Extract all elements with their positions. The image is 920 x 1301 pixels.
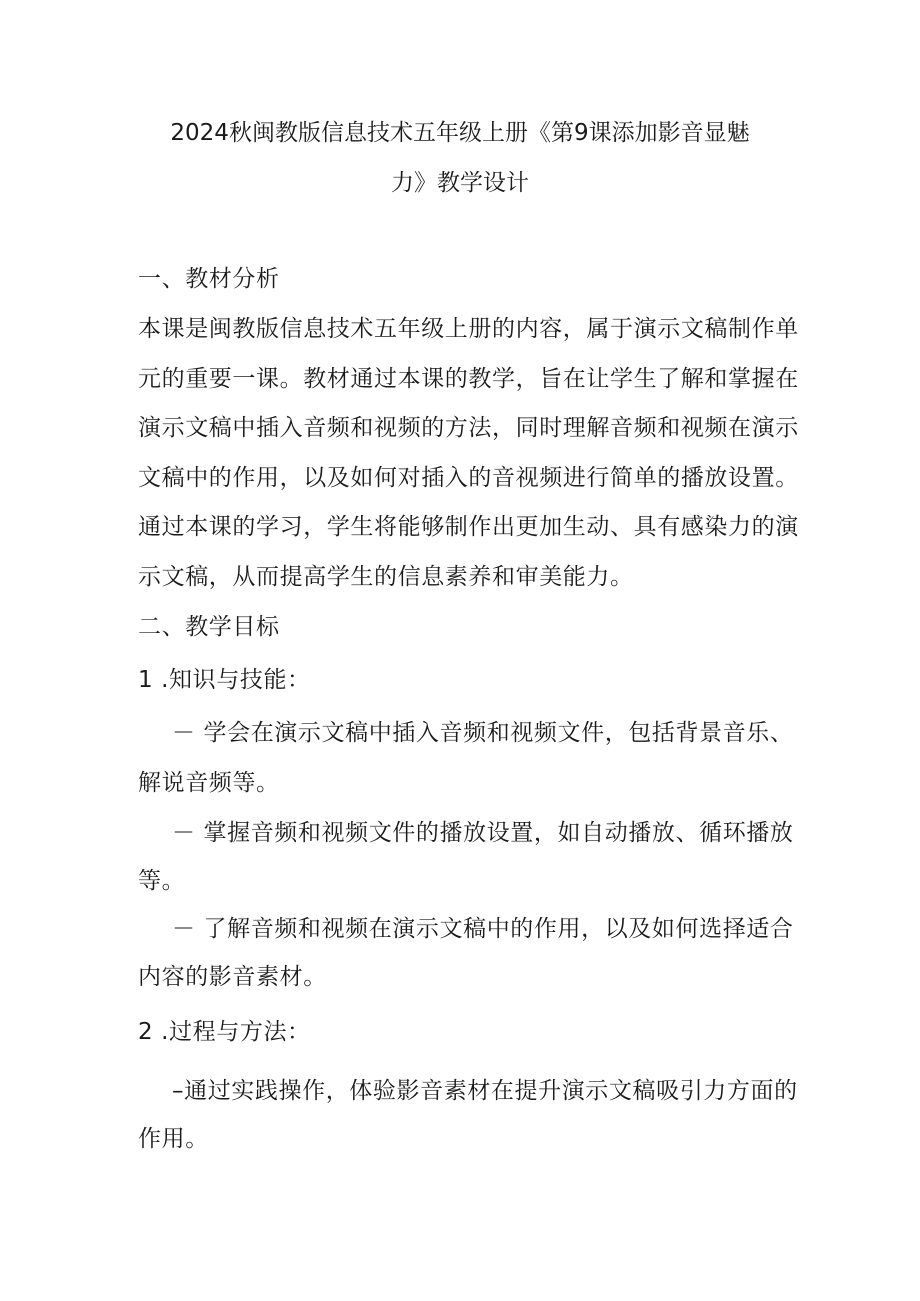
paragraph-line: 本课是闽教版信息技术五年级上册的内容，属于演示文稿制作单 [138, 316, 799, 342]
goal-item-line: –通过实践操作，体验影音素材在提升演示文稿吸引力方面的 [172, 1078, 798, 1104]
goal-item-line: 作用。 [138, 1126, 209, 1152]
paragraph-line: 文稿中的作用，以及如何对插入的音视频进行简单的播放设置。 [138, 465, 799, 491]
goal-heading-knowledge-skills: 1 .知识与技能： [138, 667, 311, 693]
paragraph-line: 元的重要一课。教材通过本课的教学，旨在让学生了解和掌握在 [138, 366, 799, 392]
paragraph-line: 通过本课的学习，学生将能够制作出更加生动、具有感染力的演 [138, 514, 799, 540]
goal-item-line: － 学会在演示文稿中插入音频和视频文件，包括背景音乐、 [172, 720, 794, 746]
paragraph-line: 演示文稿中插入音频和视频的方法，同时理解音频和视频在演示 [138, 415, 799, 441]
paragraph-line: 示文稿，从而提高学生的信息素养和审美能力。 [138, 564, 634, 590]
document-title-line-2: 力》教学设计 [391, 170, 529, 196]
goal-item-line: 等。 [138, 868, 186, 894]
goal-item-line: 内容的影音素材。 [138, 964, 327, 990]
goal-item-line: － 了解音频和视频在演示文稿中的作用，以及如何选择适合 [172, 916, 794, 942]
section-heading-textbook-analysis: 一、教材分析 [138, 266, 280, 292]
section-heading-teaching-goals: 二、教学目标 [138, 614, 280, 640]
goal-heading-process-methods: 2 .过程与方法： [138, 1019, 311, 1045]
goal-item-line: 解说音频等。 [138, 770, 280, 796]
document-title-line-1: 2024秋闽教版信息技术五年级上册《第9课添加影音显魅 [170, 120, 750, 146]
goal-item-line: － 掌握音频和视频文件的播放设置，如自动播放、循环播放 [172, 820, 794, 846]
